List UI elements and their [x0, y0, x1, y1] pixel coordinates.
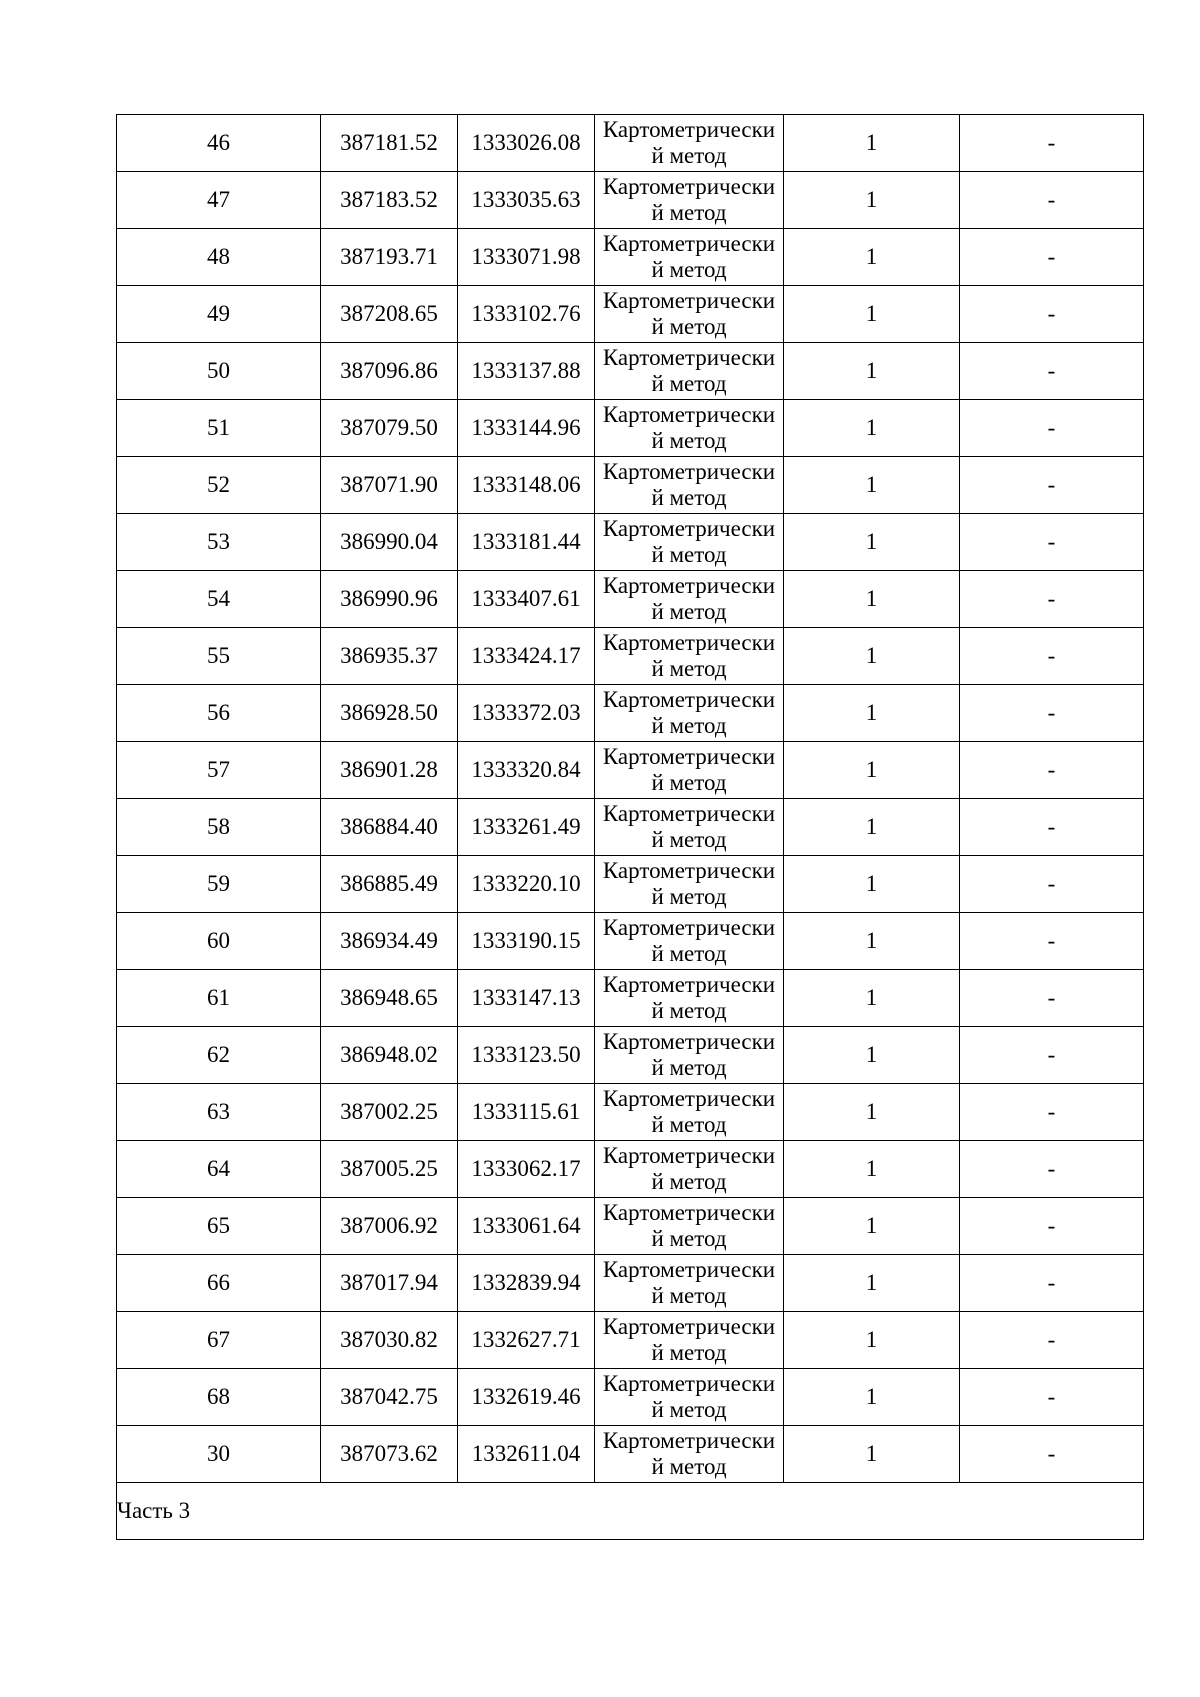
method-cell — [595, 913, 784, 970]
note-cell: - — [960, 685, 1144, 742]
table-row — [117, 1084, 1144, 1141]
table-row — [117, 1141, 1144, 1198]
method-text-line-1: Картометрически — [602, 288, 776, 313]
note-cell: - — [960, 457, 1144, 514]
x-coordinate-cell: 386990.04 — [321, 514, 458, 571]
method-text-line-1: Картометрически — [602, 858, 776, 883]
x-coordinate-cell: 387071.90 — [321, 457, 458, 514]
x-coordinate-cell: 387005.25 — [321, 1141, 458, 1198]
method-text-line-1: Картометрически — [602, 573, 776, 598]
y-coordinate-cell: 1333102.76 — [458, 286, 595, 343]
x-coordinate-cell: 386934.49 — [321, 913, 458, 970]
accuracy-cell: 1 — [784, 628, 960, 685]
method-text-line-1: Картометрически — [602, 1086, 776, 1111]
method-cell — [595, 1369, 784, 1426]
method-text-line-1: Картометрически — [602, 345, 776, 370]
method-text-line-1: Картометрически — [602, 1428, 776, 1453]
method-cell — [595, 172, 784, 229]
table-row — [117, 1198, 1144, 1255]
y-coordinate-cell: 1333320.84 — [458, 742, 595, 799]
note-cell: - — [960, 970, 1144, 1027]
method-text-line-1: Картометрически — [602, 687, 776, 712]
method-text-line-1: Картометрически — [602, 231, 776, 256]
accuracy-cell: 1 — [784, 1027, 960, 1084]
method-cell — [595, 343, 784, 400]
method-text-line-2: й метод — [651, 428, 727, 453]
x-coordinate-cell: 387183.52 — [321, 172, 458, 229]
method-text-line-1: Картометрически — [602, 972, 776, 997]
point-number-cell: 62 — [117, 1027, 321, 1084]
method-cell — [595, 799, 784, 856]
table-row — [117, 1369, 1144, 1426]
x-coordinate-cell: 387208.65 — [321, 286, 458, 343]
point-number-cell: 67 — [117, 1312, 321, 1369]
y-coordinate-cell: 1333220.10 — [458, 856, 595, 913]
accuracy-cell: 1 — [784, 799, 960, 856]
y-coordinate-cell: 1332627.71 — [458, 1312, 595, 1369]
table-row — [117, 856, 1144, 913]
accuracy-cell: 1 — [784, 1198, 960, 1255]
method-text-line-2: й метод — [651, 1340, 727, 1365]
method-cell — [595, 229, 784, 286]
accuracy-cell: 1 — [784, 457, 960, 514]
point-number-cell: 55 — [117, 628, 321, 685]
x-coordinate-cell: 386948.65 — [321, 970, 458, 1027]
method-text-line-2: й метод — [651, 827, 727, 852]
accuracy-cell: 1 — [784, 742, 960, 799]
table-row — [117, 343, 1144, 400]
method-cell — [595, 1084, 784, 1141]
method-text-line-2: й метод — [651, 143, 727, 168]
point-number-cell: 48 — [117, 229, 321, 286]
method-text-line-2: й метод — [651, 1169, 727, 1194]
accuracy-cell: 1 — [784, 1312, 960, 1369]
method-text-line-1: Картометрически — [602, 402, 776, 427]
method-text-line-1: Картометрически — [602, 630, 776, 655]
method-text-line-1: Картометрически — [602, 1143, 776, 1168]
accuracy-cell: 1 — [784, 400, 960, 457]
y-coordinate-cell: 1333123.50 — [458, 1027, 595, 1084]
method-text-line-2: й метод — [651, 1283, 727, 1308]
method-cell — [595, 457, 784, 514]
method-cell — [595, 970, 784, 1027]
x-coordinate-cell: 386928.50 — [321, 685, 458, 742]
method-cell — [595, 742, 784, 799]
y-coordinate-cell: 1333026.08 — [458, 115, 595, 172]
point-number-cell: 52 — [117, 457, 321, 514]
table-row — [117, 172, 1144, 229]
method-text-line-1: Картометрически — [602, 516, 776, 541]
part-label: Часть 3 — [117, 1483, 1144, 1540]
table-row — [117, 970, 1144, 1027]
y-coordinate-cell: 1333261.49 — [458, 799, 595, 856]
method-text-line-1: Картометрически — [602, 1257, 776, 1282]
note-cell: - — [960, 172, 1144, 229]
method-text-line-1: Картометрически — [602, 1371, 776, 1396]
x-coordinate-cell: 386884.40 — [321, 799, 458, 856]
accuracy-cell: 1 — [784, 970, 960, 1027]
method-cell — [595, 514, 784, 571]
y-coordinate-cell: 1333181.44 — [458, 514, 595, 571]
point-number-cell: 51 — [117, 400, 321, 457]
y-coordinate-cell: 1332611.04 — [458, 1426, 595, 1483]
note-cell: - — [960, 1141, 1144, 1198]
coordinates-table-body — [117, 115, 1144, 1483]
method-cell — [595, 1198, 784, 1255]
y-coordinate-cell: 1333071.98 — [458, 229, 595, 286]
note-cell: - — [960, 115, 1144, 172]
x-coordinate-cell: 387017.94 — [321, 1255, 458, 1312]
point-number-cell: 64 — [117, 1141, 321, 1198]
accuracy-cell: 1 — [784, 856, 960, 913]
point-number-cell: 68 — [117, 1369, 321, 1426]
y-coordinate-cell: 1333144.96 — [458, 400, 595, 457]
y-coordinate-cell: 1333147.13 — [458, 970, 595, 1027]
accuracy-cell: 1 — [784, 571, 960, 628]
accuracy-cell: 1 — [784, 172, 960, 229]
note-cell: - — [960, 1084, 1144, 1141]
x-coordinate-cell: 387042.75 — [321, 1369, 458, 1426]
method-text-line-2: й метод — [651, 1112, 727, 1137]
accuracy-cell: 1 — [784, 286, 960, 343]
method-text-line-1: Картометрически — [602, 744, 776, 769]
method-text-line-2: й метод — [651, 1055, 727, 1080]
note-cell: - — [960, 856, 1144, 913]
point-number-cell: 57 — [117, 742, 321, 799]
method-text-line-2: й метод — [651, 485, 727, 510]
x-coordinate-cell: 386948.02 — [321, 1027, 458, 1084]
point-number-cell: 56 — [117, 685, 321, 742]
method-text-line-2: й метод — [651, 713, 727, 738]
table-row — [117, 799, 1144, 856]
point-number-cell: 60 — [117, 913, 321, 970]
x-coordinate-cell: 387073.62 — [321, 1426, 458, 1483]
method-text-line-2: й метод — [651, 656, 727, 681]
point-number-cell: 47 — [117, 172, 321, 229]
note-cell: - — [960, 799, 1144, 856]
method-text-line-1: Картометрически — [602, 1029, 776, 1054]
y-coordinate-cell: 1333061.64 — [458, 1198, 595, 1255]
method-cell — [595, 400, 784, 457]
x-coordinate-cell: 386935.37 — [321, 628, 458, 685]
note-cell: - — [960, 400, 1144, 457]
method-text-line-2: й метод — [651, 314, 727, 339]
method-text-line-1: Картометрически — [602, 459, 776, 484]
accuracy-cell: 1 — [784, 913, 960, 970]
x-coordinate-cell: 387079.50 — [321, 400, 458, 457]
method-cell — [595, 628, 784, 685]
table-row — [117, 1255, 1144, 1312]
point-number-cell: 30 — [117, 1426, 321, 1483]
y-coordinate-cell: 1333115.61 — [458, 1084, 595, 1141]
method-cell — [595, 856, 784, 913]
table-row — [117, 628, 1144, 685]
method-cell — [595, 1255, 784, 1312]
y-coordinate-cell: 1333407.61 — [458, 571, 595, 628]
x-coordinate-cell: 387193.71 — [321, 229, 458, 286]
x-coordinate-cell: 387181.52 — [321, 115, 458, 172]
method-text-line-2: й метод — [651, 200, 727, 225]
table-row — [117, 1027, 1144, 1084]
point-number-cell: 58 — [117, 799, 321, 856]
point-number-cell: 54 — [117, 571, 321, 628]
x-coordinate-cell: 386885.49 — [321, 856, 458, 913]
method-text-line-2: й метод — [651, 599, 727, 624]
y-coordinate-cell: 1333148.06 — [458, 457, 595, 514]
note-cell: - — [960, 628, 1144, 685]
method-text-line-1: Картометрически — [602, 174, 776, 199]
method-text-line-1: Картометрически — [602, 1200, 776, 1225]
method-text-line-1: Картометрически — [602, 1314, 776, 1339]
method-text-line-2: й метод — [651, 1397, 727, 1422]
accuracy-cell: 1 — [784, 343, 960, 400]
method-text-line-2: й метод — [651, 1454, 727, 1479]
point-number-cell: 59 — [117, 856, 321, 913]
method-text-line-2: й метод — [651, 770, 727, 795]
y-coordinate-cell: 1332619.46 — [458, 1369, 595, 1426]
note-cell: - — [960, 742, 1144, 799]
method-cell — [595, 571, 784, 628]
y-coordinate-cell: 1333062.17 — [458, 1141, 595, 1198]
table-row — [117, 457, 1144, 514]
method-text-line-2: й метод — [651, 884, 727, 909]
point-number-cell: 61 — [117, 970, 321, 1027]
method-text-line-2: й метод — [651, 941, 727, 966]
method-cell — [595, 685, 784, 742]
method-text-line-1: Картометрически — [602, 117, 776, 142]
table-row — [117, 229, 1144, 286]
accuracy-cell: 1 — [784, 1141, 960, 1198]
point-number-cell: 53 — [117, 514, 321, 571]
table-row — [117, 400, 1144, 457]
method-text-line-2: й метод — [651, 542, 727, 567]
accuracy-cell: 1 — [784, 115, 960, 172]
note-cell: - — [960, 343, 1144, 400]
point-number-cell: 65 — [117, 1198, 321, 1255]
accuracy-cell: 1 — [784, 1255, 960, 1312]
method-cell — [595, 115, 784, 172]
accuracy-cell: 1 — [784, 514, 960, 571]
note-cell: - — [960, 1426, 1144, 1483]
x-coordinate-cell: 387030.82 — [321, 1312, 458, 1369]
accuracy-cell: 1 — [784, 1369, 960, 1426]
x-coordinate-cell: 386901.28 — [321, 742, 458, 799]
accuracy-cell: 1 — [784, 229, 960, 286]
table-row — [117, 913, 1144, 970]
x-coordinate-cell: 387006.92 — [321, 1198, 458, 1255]
point-number-cell: 50 — [117, 343, 321, 400]
x-coordinate-cell: 387002.25 — [321, 1084, 458, 1141]
method-cell — [595, 1312, 784, 1369]
note-cell: - — [960, 913, 1144, 970]
note-cell: - — [960, 1312, 1144, 1369]
y-coordinate-cell: 1333035.63 — [458, 172, 595, 229]
point-number-cell: 66 — [117, 1255, 321, 1312]
method-cell — [595, 1426, 784, 1483]
method-text-line-2: й метод — [651, 998, 727, 1023]
table-row — [117, 685, 1144, 742]
table-row — [117, 571, 1144, 628]
table-row — [117, 1426, 1144, 1483]
note-cell: - — [960, 514, 1144, 571]
table-row — [117, 742, 1144, 799]
y-coordinate-cell: 1333137.88 — [458, 343, 595, 400]
y-coordinate-cell: 1333372.03 — [458, 685, 595, 742]
note-cell: - — [960, 1255, 1144, 1312]
method-text-line-2: й метод — [651, 257, 727, 282]
y-coordinate-cell: 1333190.15 — [458, 913, 595, 970]
point-number-cell: 46 — [117, 115, 321, 172]
coordinates-table — [116, 114, 1144, 1540]
y-coordinate-cell: 1333424.17 — [458, 628, 595, 685]
method-text-line-2: й метод — [651, 371, 727, 396]
point-number-cell: 63 — [117, 1084, 321, 1141]
method-text-line-1: Картометрически — [602, 801, 776, 826]
note-cell: - — [960, 1027, 1144, 1084]
note-cell: - — [960, 571, 1144, 628]
point-number-cell: 49 — [117, 286, 321, 343]
part-row — [117, 1483, 1144, 1540]
note-cell: - — [960, 286, 1144, 343]
table-row — [117, 286, 1144, 343]
accuracy-cell: 1 — [784, 685, 960, 742]
y-coordinate-cell: 1332839.94 — [458, 1255, 595, 1312]
note-cell: - — [960, 229, 1144, 286]
accuracy-cell: 1 — [784, 1426, 960, 1483]
method-cell — [595, 1141, 784, 1198]
x-coordinate-cell: 387096.86 — [321, 343, 458, 400]
x-coordinate-cell: 386990.96 — [321, 571, 458, 628]
method-text-line-1: Картометрически — [602, 915, 776, 940]
table-row — [117, 1312, 1144, 1369]
method-cell — [595, 1027, 784, 1084]
accuracy-cell: 1 — [784, 1084, 960, 1141]
method-text-line-2: й метод — [651, 1226, 727, 1251]
note-cell: - — [960, 1198, 1144, 1255]
method-cell — [595, 286, 784, 343]
note-cell: - — [960, 1369, 1144, 1426]
table-row — [117, 115, 1144, 172]
table-row — [117, 514, 1144, 571]
